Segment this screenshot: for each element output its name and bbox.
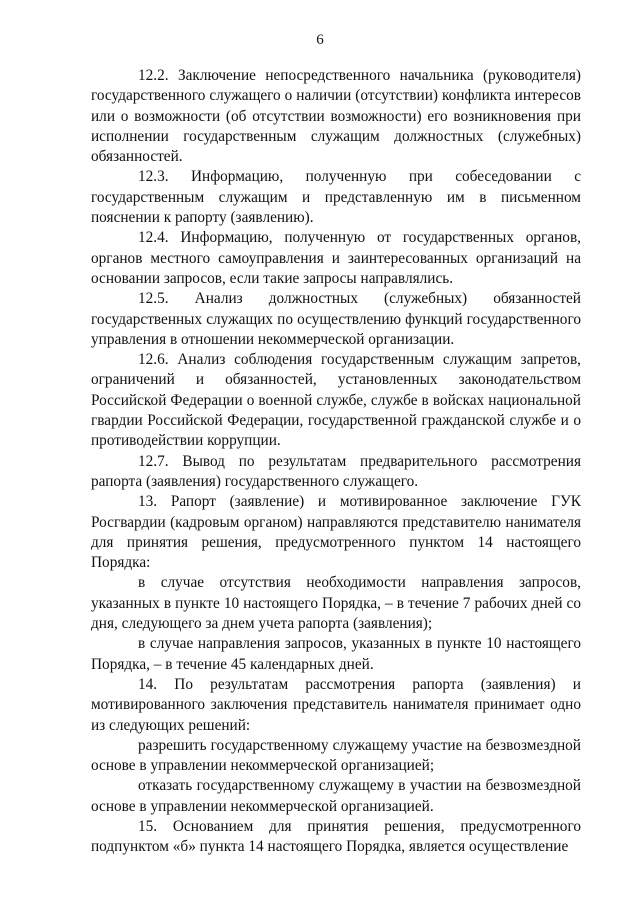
paragraph-12-2: 12.2. Заключение непосредственного начальника (руководителя) государственного служащего о наличии (отсутствии) конфликта интересов или о возможности (об отсутствии возможности) его возникновения при исполнении государственным служащим должностных (служебных) обязанностей.: [91, 67, 581, 166]
paragraph-13-case-requests: в случае направления запросов, указанных в пункте 10 настоящего Порядка, – в течение 45 календарных дней.: [91, 635, 581, 673]
paragraph-15: 15. Основанием для принятия решения, предусмотренного подпунктом «б» пункта 14 настоящего Порядка, является осуществление: [91, 817, 581, 856]
paragraph-13: 13. Рапорт (заявление) и мотивированное заключение ГУК Росгвардии (кадровым органом) направляются представителю нанимателя для принятия решения, предусмотренного пунктом 14 настоящего Порядка:: [91, 493, 581, 572]
page-number: 6: [316, 32, 324, 48]
paragraph-14: 14. По результатам рассмотрения рапорта (заявления) и мотивированного заключения представитель нанимателя принимает одно из следующих решений:: [91, 675, 581, 734]
paragraph-14-refuse: отказать государственному служащему в участии на безвозмездной основе в управлении некоммерческой организацией.: [91, 777, 581, 815]
paragraph-12-6: 12.6. Анализ соблюдения государственным служащим запретов, ограничений и обязанностей, установленных законодательством Российской Федерации о военной службе, службе в войсках национальной гвардии Российской Федерации, государственной гражданской службе и о противодействии коррупции.: [91, 351, 581, 450]
paragraph-12-7: 12.7. Вывод по результатам предварительного рассмотрения рапорта (заявления) государственного служащего.: [91, 452, 581, 490]
document-body: [91, 66, 581, 858]
paragraph-14-permit: разрешить государственному служащему участие на безвозмездной основе в управлении некоммерческой организацией;: [91, 736, 581, 775]
paragraph-12-4: 12.4. Информацию, полученную от государственных органов, органов местного самоуправления и заинтересованных организаций на основании запросов, если такие запросы направлялись.: [91, 229, 581, 287]
paragraph-12-5: 12.5. Анализ должностных (служебных) обязанностей государственных служащих по осуществлению функций государственного управления в отношении некоммерческой организации.: [91, 290, 581, 348]
paragraph-12-3: 12.3. Информацию, полученную при собеседовании с государственным служащим и представленную им в письменном пояснении к рапорту (заявлению).: [91, 168, 581, 227]
paragraph-13-case-no-requests: в случае отсутствия необходимости направления запросов, указанных в пункте 10 настоящего Порядка, – в течение 7 рабочих дней со дня, следующего за днем учета рапорта (заявления);: [91, 574, 581, 633]
